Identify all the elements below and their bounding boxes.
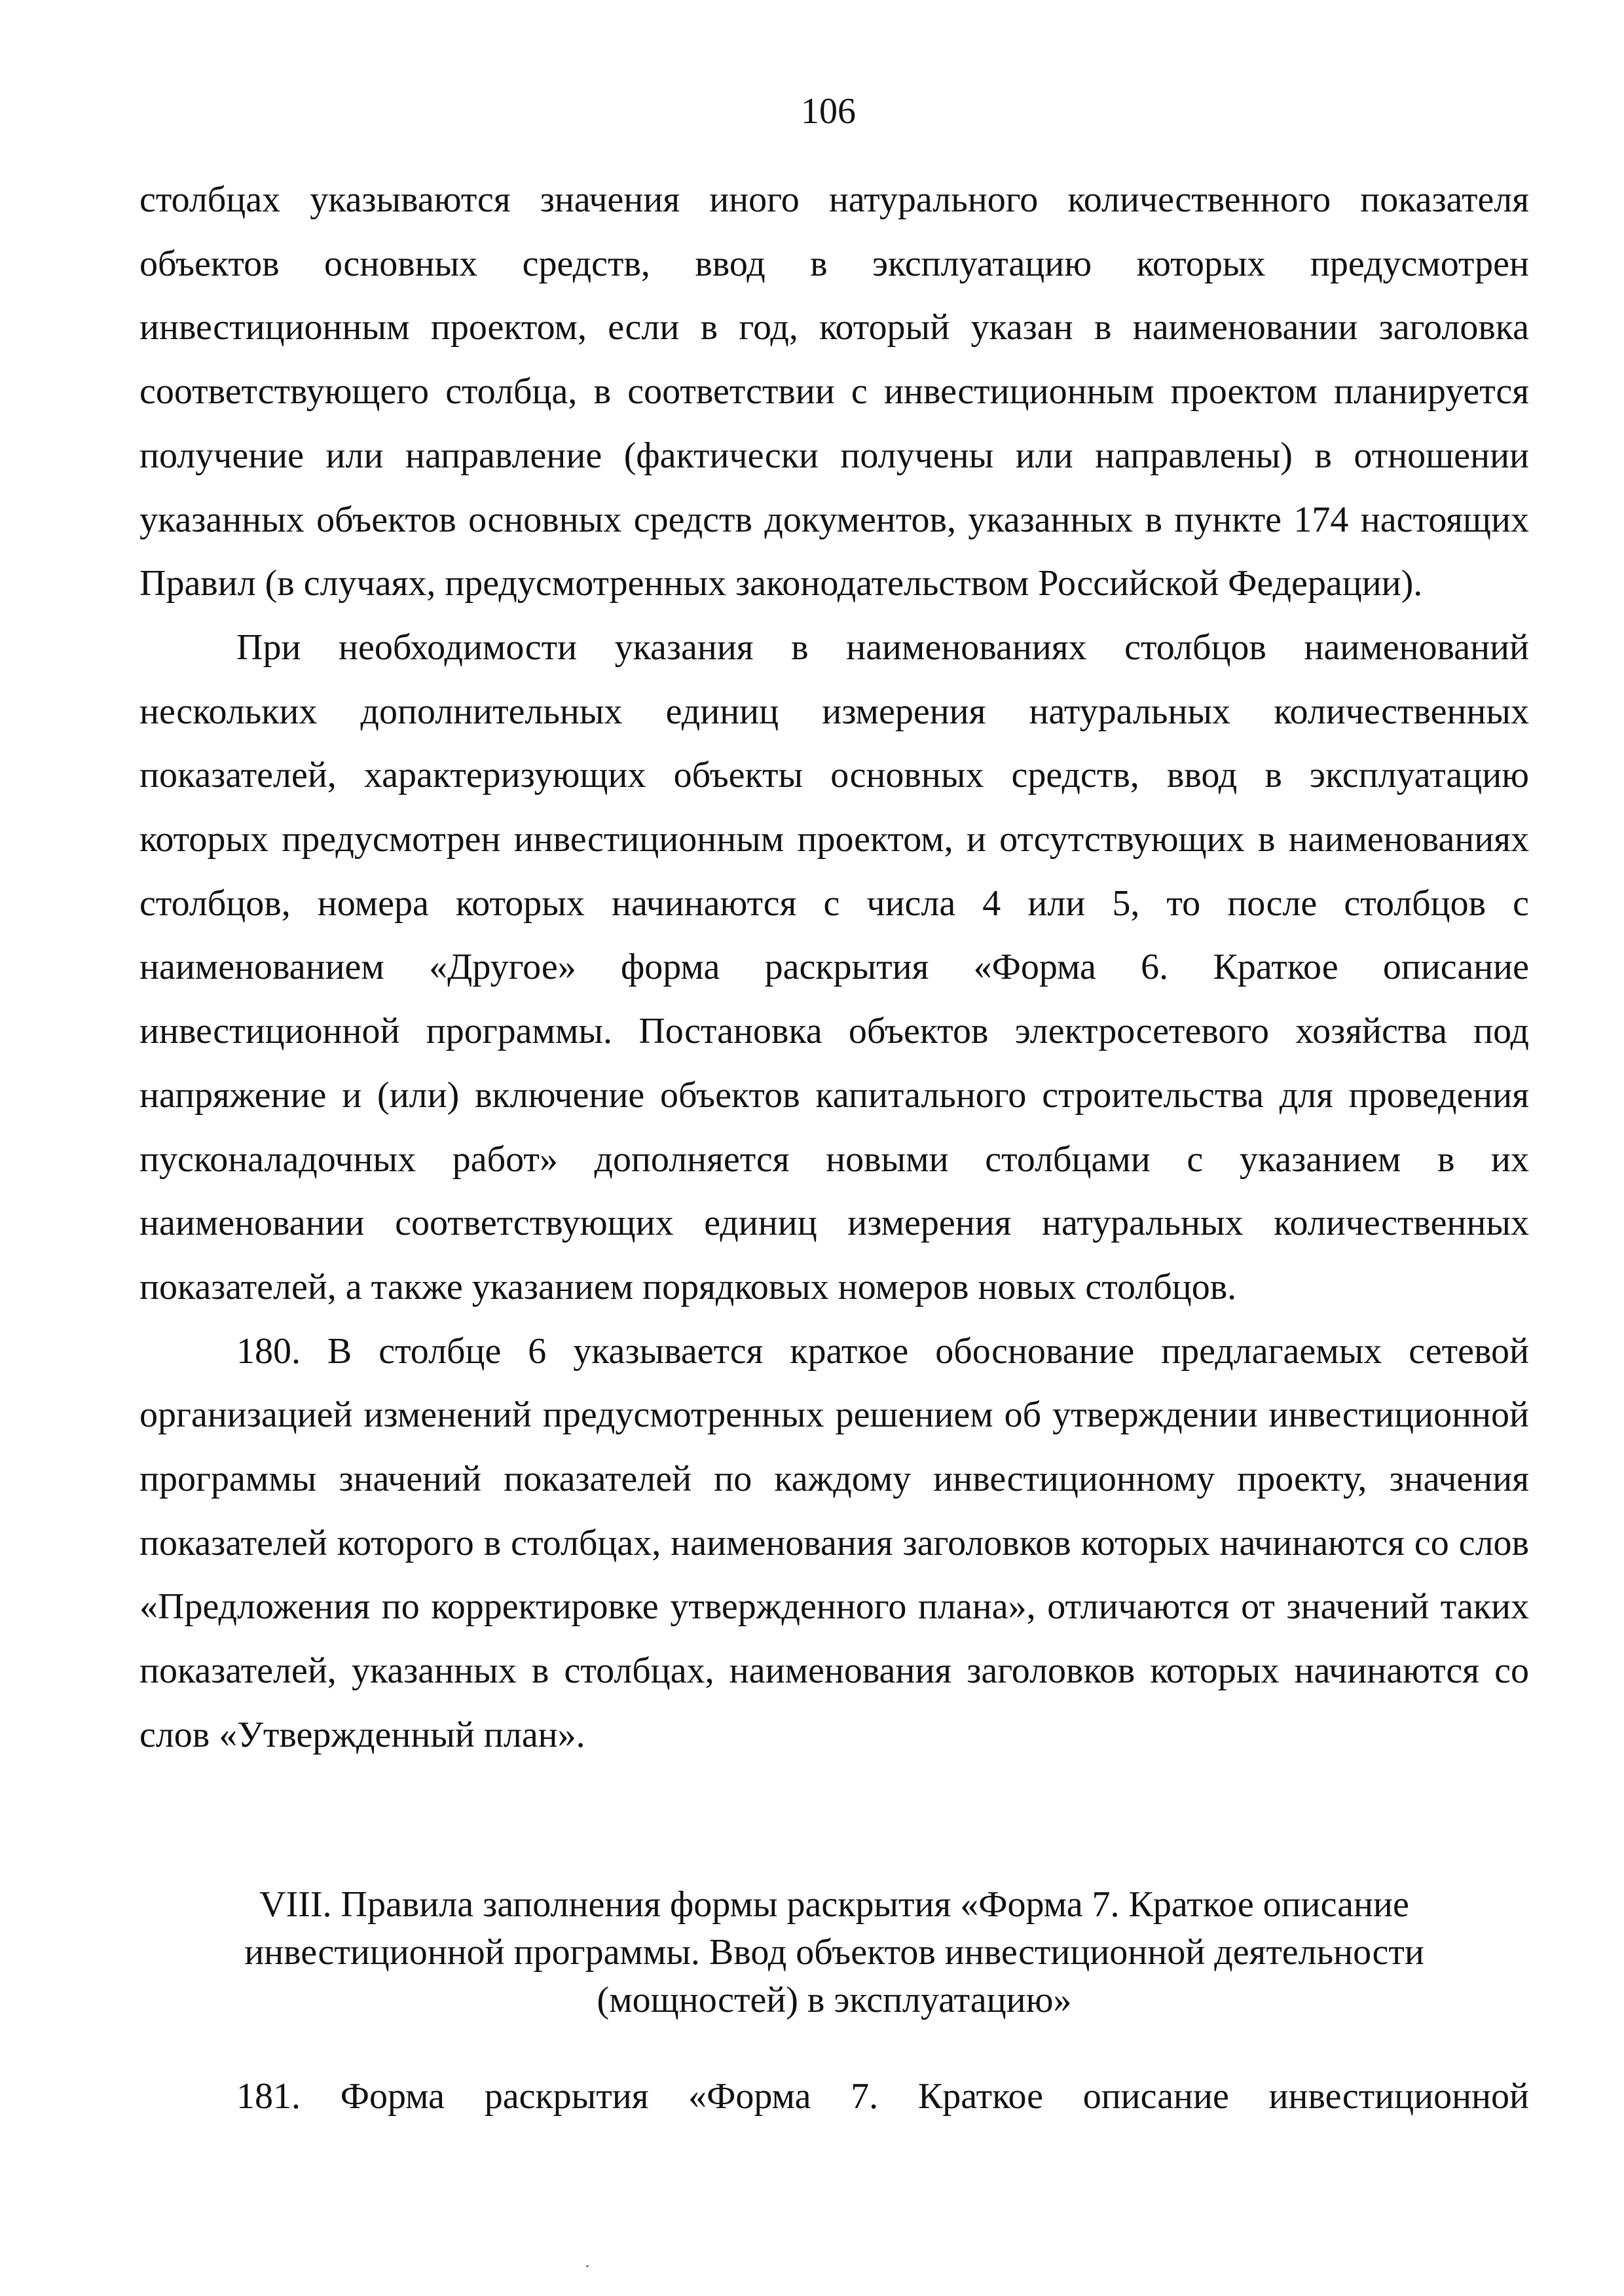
section-heading-line: (мощностей) в эксплуатацию» [597,1980,1072,2020]
section-heading-line: VIII. Правила заполнения формы раскрытия «Форма 7. Краткое описание [259,1884,1409,1925]
paragraph-181-start [139,2065,1529,2129]
paragraph-additional-units: При необходимости указания в наименованиях столбцов наименований нескольких дополнительных единиц измерения натуральных количественных показателей, характеризующих объекты основных средств, ввод в эксплуатацию которых предусмотрен инвестиционным проектом, и отсутствующих в наименованиях столбцов, номера которых начинаются с числа 4 или 5, то после столбцов с наименованием «Другое» форма раскрытия «Форма 6. Краткое описание инвестиционной программы. Постановка объектов электросетевого хозяйства под напряжение и (или) включение объектов капитального строительства для проведения пусконаладочных работ» дополняется новыми столбцами с указанием в их наименовании соответствующих единиц измерения натуральных количественных показателей, а также указанием порядковых номеров новых столбцов. [139,627,1529,1307]
paragraph-180: 180. В столбце 6 указывается краткое обоснование предлагаемых сетевой организацией изменений предусмотренных решением об утверждении инвестиционной программы значений показателей по каждому инвестиционному проекту, значения показателей которого в столбцах, наименования заголовков которых начинаются со слов «Предложения по корректировке утвержденного плана», отличаются от значений таких показателей, указанных в столбцах, наименования заголовков которых начинаются со слов «Утвержденный план». [139,1330,1529,1755]
section-heading-line: инвестиционной программы. Ввод объектов инвестиционной деятельности [244,1932,1424,1973]
section-heading-viii [139,1881,1529,2024]
page-number: 106 [801,91,856,132]
scan-speck [586,2265,589,2267]
paragraph-continued: столбцах указываются значения иного натурального количественного показателя объектов основных средств, ввод в эксплуатацию которых предусмотрен инвестиционным проектом, если в год, который указан в наименовании заголовка соответствующего столбца, в соответствии с инвестиционным проектом планируется получение или направление (фактически получены или направлены) в отношении указанных объектов основных средств документов, указанных в пункте 174 настоящих Правил (в случаях, предусмотренных законодательством Российской Федерации). [139,179,1529,604]
paragraph-181: 181. Форма раскрытия «Форма 7. Краткое описание инвестиционной [236,2076,1529,2117]
body-text [139,168,1529,1768]
